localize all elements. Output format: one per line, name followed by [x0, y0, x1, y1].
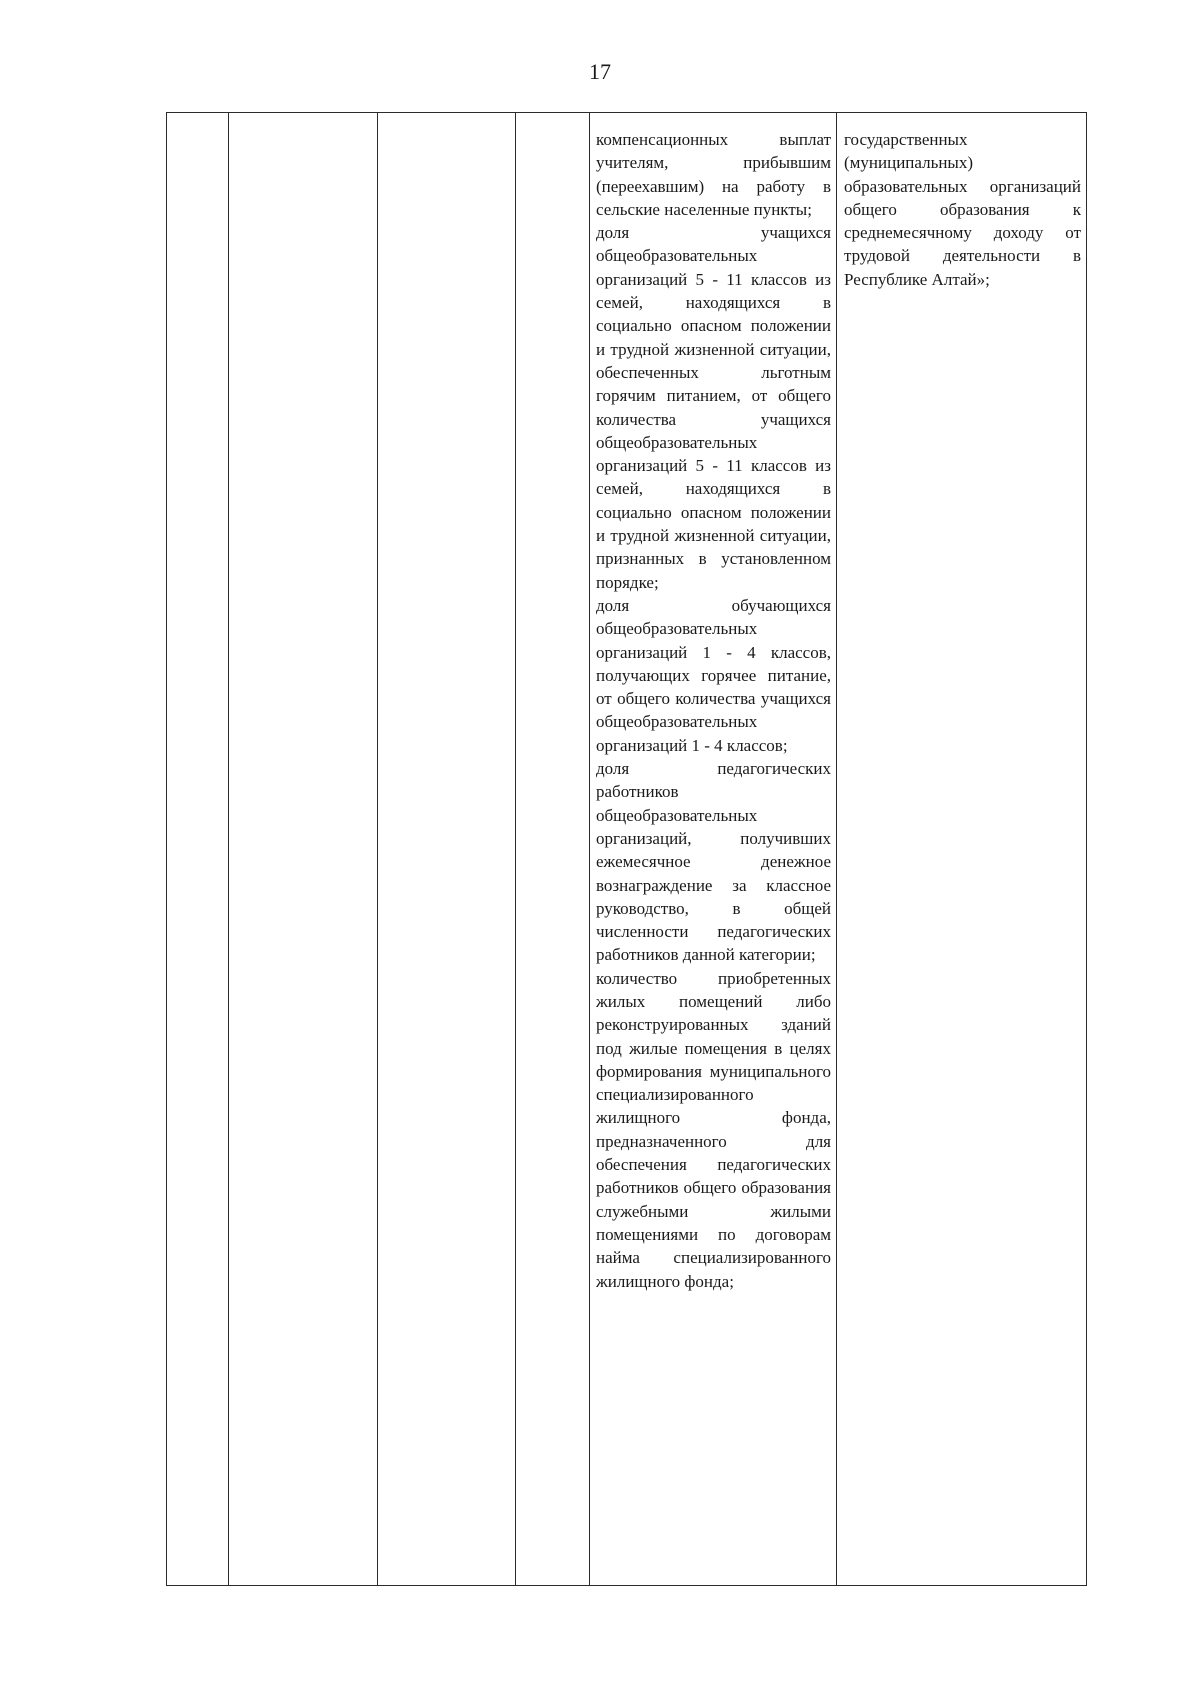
results-text: государственных (муниципальных) образовательных организаций общего образования к среднемесячному доходу от трудовой деятельности в Республике Алтай»; [844, 130, 1081, 289]
table-cell-period [516, 113, 590, 1586]
table-cell-name [229, 113, 378, 1586]
table-row [167, 113, 1087, 1586]
table-cell-indicators [590, 113, 837, 1586]
indicators-text: компенсационных выплат учителям, прибывшим (переехавшим) на работу в сельские населенные пункты; доля учащихся общеобразовательных организаций 5 - 11 классов из семей, находящихся в социально опасном положении и трудной жизненной ситуации, обеспеченных льготным горячим питанием, от общего количества учащихся общеобразовательных организаций 5 - 11 классов из семей, находящихся в социально опасном положении и трудной жизненной ситуации, признанных в установленном порядке; доля обучающихся общеобразовательных организаций 1 - 4 классов, получающих горячее питание, от общего количества учащихся общеобразовательных организаций 1 - 4 классов; доля педагогических работников общеобразовательных организаций, получивших ежемесячное денежное вознаграждение за классное руководство, в общей численности педагогических работников данной категории; количество приобретенных жилых помещений либо реконструированных зданий под жилые помещения в целях формирования муниципального специализированного жилищного фонда, предназначенного для обеспечения педагогических работников общего образования служебными жилыми помещениями по договорам найма специализированного жилищного фонда; [596, 130, 831, 1291]
table-cell-executor [378, 113, 516, 1586]
table-cell-number [167, 113, 229, 1586]
page-number: 17 [589, 59, 611, 84]
program-table [166, 112, 1087, 1586]
table-cell-results [837, 113, 1087, 1586]
